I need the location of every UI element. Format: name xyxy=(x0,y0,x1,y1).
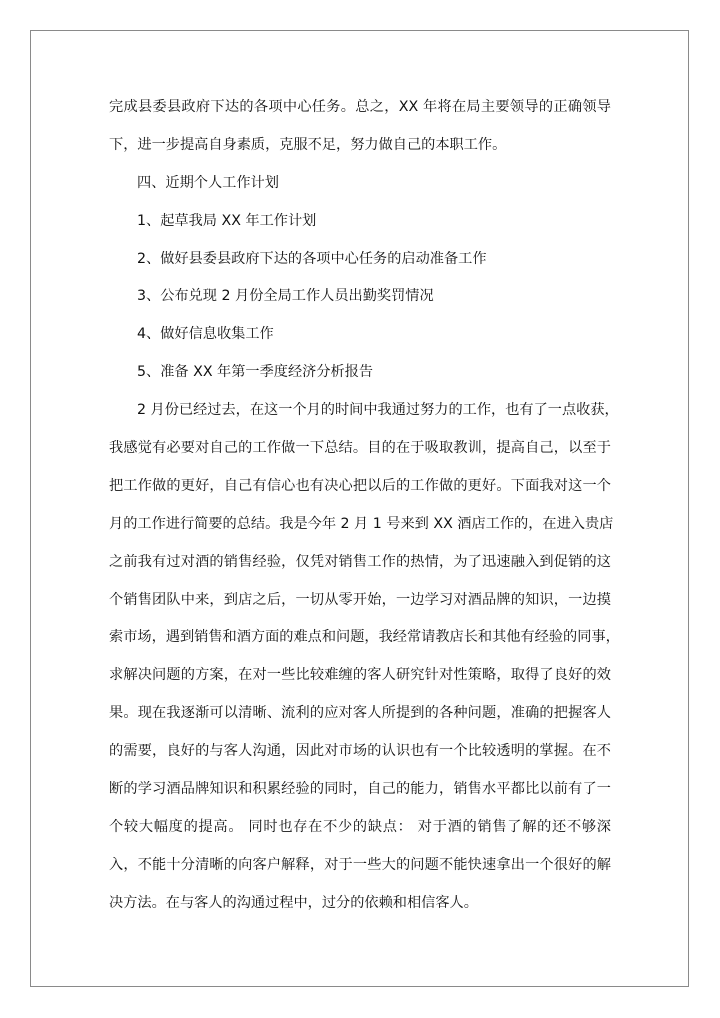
document-body xyxy=(109,89,620,923)
list-item: 2、做好县委县政府下达的各项中心任务的启动准备工作 xyxy=(137,250,487,267)
text-line: 索市场，遇到销售和酒方面的难点和问题，我经常请教店长和其他有经验的同事， xyxy=(109,629,620,646)
list-item: 4、做好信息收集工作 xyxy=(137,326,274,343)
text-line: 果。现在我逐渐可以清晰、流利的应对客人所提到的各种问题，准确的把握客人 xyxy=(109,705,611,722)
list-item: 5、准备 XX 年第一季度经济分析报告 xyxy=(137,364,374,381)
text-line: 决方法。在与客人的沟通过程中，过分的依赖和相信客人。 xyxy=(109,894,478,911)
text-line: 入，不能十分清晰的向客户解释，对于一些大的问题不能快速拿出一个很好的解 xyxy=(109,856,611,873)
text-line: 个销售团队中来，到店之后，一切从零开始，一边学习对酒品牌的知识，一边摸 xyxy=(109,591,611,608)
text-line: 断的学习酒品牌知识和积累经验的同时，自己的能力，销售水平都比以前有了一 xyxy=(109,781,611,798)
text-line: 月的工作进行简要的总结。我是今年 2 月 1 号来到 XX 酒店工作的，在进入贵店 xyxy=(109,515,614,532)
text-line: 之前我有过对酒的销售经验，仅凭对销售工作的热情，为了迅速融入到促销的这 xyxy=(109,553,611,570)
text-line: 我感觉有必要对自己的工作做一下总结。目的在于吸取教训，提高自己，以至于 xyxy=(109,440,611,457)
text-line: 把工作做的更好，自己有信心也有决心把以后的工作做的更好。下面我对这一个 xyxy=(109,477,611,494)
text-line: 的需要，良好的与客人沟通，因此对市场的认识也有一个比较透明的掌握。在不 xyxy=(109,743,611,760)
text-line: 个较大幅度的提高。 同时也存在不少的缺点： 对于酒的销售了解的还不够深 xyxy=(109,818,611,835)
text-line: 求解决问题的方案，在对一些比较难缠的客人研究针对性策略，取得了良好的效 xyxy=(109,667,611,684)
text-line: 下，进一步提高自身素质，克服不足，努力做自己的本职工作。 xyxy=(109,136,507,153)
section-heading: 四、近期个人工作计划 xyxy=(137,174,279,191)
text-line: 完成县委县政府下达的各项中心任务。总之，XX 年将在局主要领导的正确领导 xyxy=(109,99,611,115)
list-item: 1、起草我局 XX 年工作计划 xyxy=(137,212,317,229)
list-item: 3、公布兑现 2 月份全局工作人员出勤奖罚情况 xyxy=(137,288,434,305)
text-line: 2 月份已经过去，在这一个月的时间中我通过努力的工作，也有了一点收获， xyxy=(137,402,619,419)
